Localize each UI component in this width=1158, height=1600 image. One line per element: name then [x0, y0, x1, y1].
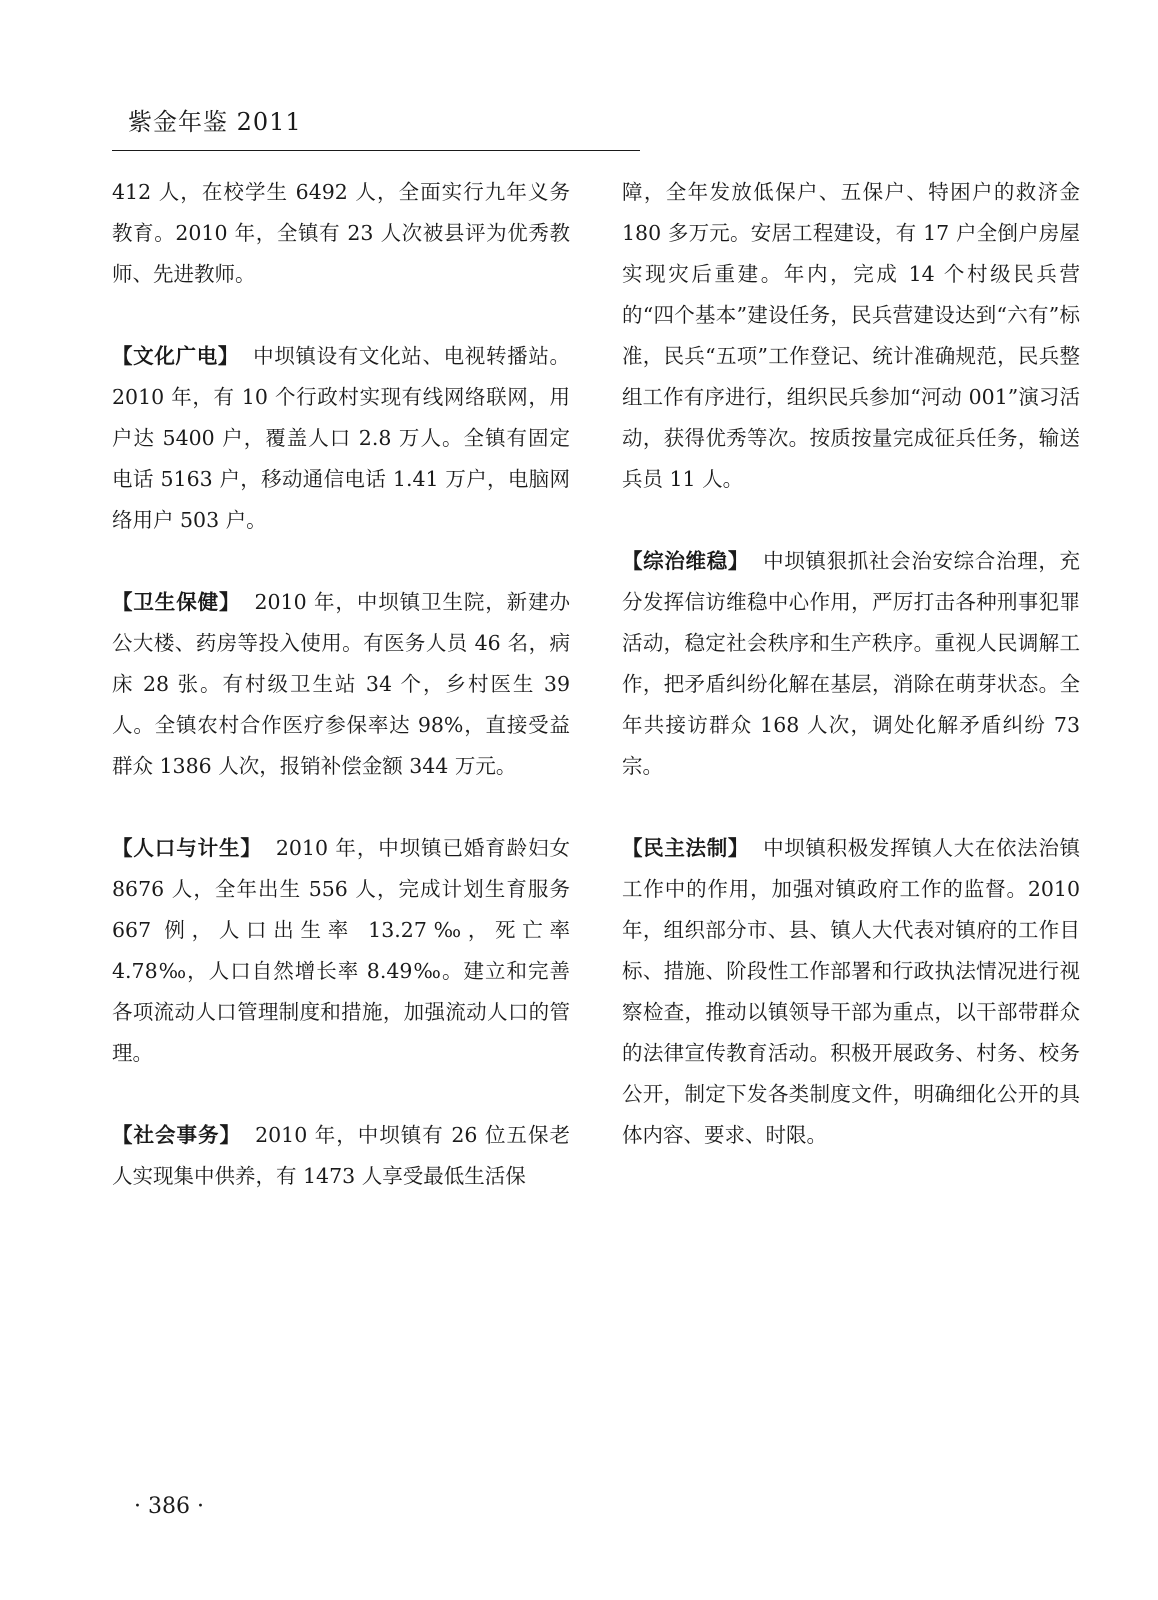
paragraph-culture-broadcasting [112, 336, 570, 541]
paragraph-text: 2010 年，中坝镇有 26 位五保老人实现集中供养，有 1473 人享受最低生活保 [112, 1123, 570, 1188]
paragraph-public-security [622, 541, 1080, 787]
section-keyword: 【综治维稳】 [622, 549, 750, 573]
section-keyword: 【社会事务】 [112, 1123, 242, 1147]
paragraph-population-planning [112, 828, 570, 1074]
paragraph-education-continued [112, 172, 570, 295]
right-column [622, 172, 1080, 1197]
paragraph-text: 中坝镇积极发挥镇人大在依法治镇工作中的作用，加强对镇政府工作的监督。2010 年，组织部分市、县、镇人大代表对镇府的工作目标、措施、阶段性工作部署和行政执法情况进行视察检查，推动以镇领导干部为重点，以干部带群众的法律宣传教育活动。积极开展政务、村务、校务公开，制定下发各类制度文件，明确细化公开的具体内容、要求、时限。 [622, 836, 1081, 1147]
header-rule [112, 150, 640, 151]
page-number: · 386 · [134, 1494, 204, 1519]
paragraph-social-affairs-continued [622, 172, 1080, 500]
section-keyword: 【人口与计生】 [112, 836, 262, 860]
paragraph-text: 中坝镇设有文化站、电视转播站。2010 年，有 10 个行政村实现有线网络联网，用户达 5400 户，覆盖人口 2.8 万人。全镇有固定电话 5163 户，移动通信电话 1.41 万户，电脑网络用户 503 户。 [112, 344, 571, 532]
paragraph-text: 中坝镇狠抓社会治安综合治理，充分发挥信访维稳中心作用，严厉打击各种刑事犯罪活动，稳定社会秩序和生产秩序。重视人民调解工作，把矛盾纠纷化解在基层，消除在萌芽状态。全年共接访群众 168 人次，调处化解矛盾纠纷 73 宗。 [622, 549, 1081, 778]
section-keyword: 【卫生保健】 [112, 590, 241, 614]
paragraph-democracy-law [622, 828, 1080, 1156]
running-header: 紫金年鉴 2011 [128, 108, 302, 136]
left-column [112, 172, 570, 1238]
paragraph-health-care [112, 582, 570, 787]
paragraph-text: 障，全年发放低保户、五保户、特困户的救济金 180 多万元。安居工程建设，有 17 户全倒户房屋实现灾后重建。年内，完成 14 个村级民兵营的“四个基本”建设任务，民兵营建设达到“六有”标准，民兵“五项”工作登记、统计准确规范，民兵整组工作有序进行，组织民兵参加“河动 001”演习活动，获得优秀等次。按质按量完成征兵任务，输送兵员 11 人。 [622, 180, 1080, 491]
paragraph-text: 2010 年，中坝镇已婚育龄妇女 8676 人，全年出生 556 人，完成计划生育服务 667 例，人口出生率 13.27‰，死亡率 4.78‰，人口自然增长率 8.49‰。建立和完善各项流动人口管理制度和措施，加强流动人口的管理。 [112, 836, 570, 1065]
paragraph-social-affairs [112, 1115, 570, 1197]
section-keyword: 【文化广电】 [112, 344, 240, 368]
section-keyword: 【民主法制】 [622, 836, 750, 860]
paragraph-text: 2010 年，中坝镇卫生院，新建办公大楼、药房等投入使用。有医务人员 46 名，病床 28 张。有村级卫生站 34 个，乡村医生 39 人。全镇农村合作医疗参保率达 98%，直接受益群众 1386 人次，报销补偿金额 344 万元。 [112, 590, 570, 778]
paragraph-text: 412 人，在校学生 6492 人，全面实行九年义务教育。2010 年，全镇有 23 人次被县评为优秀教师、先进教师。 [112, 180, 570, 286]
